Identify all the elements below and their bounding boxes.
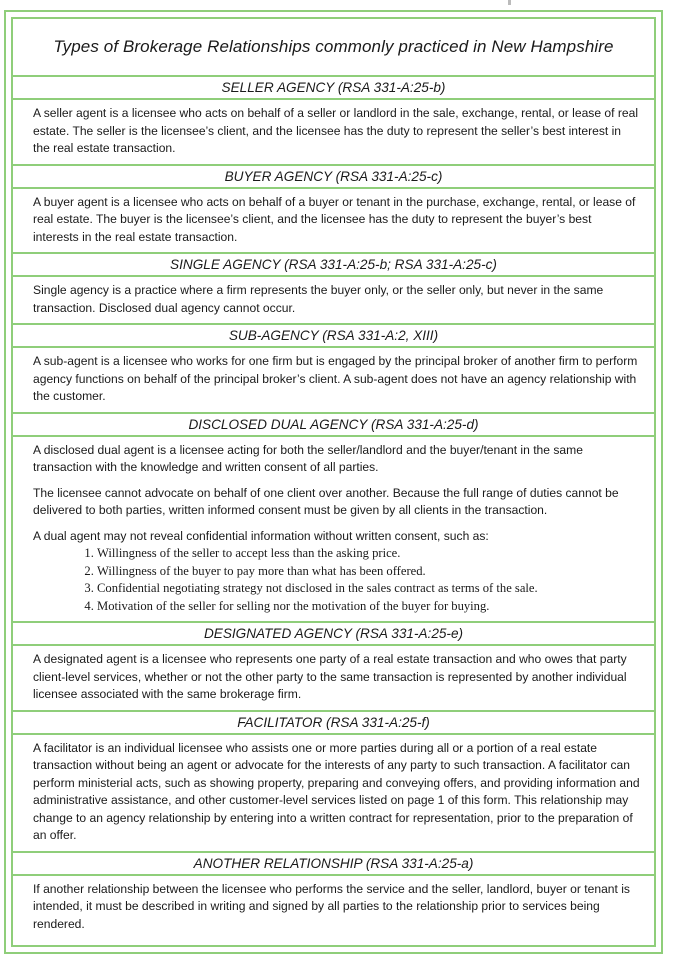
section-body-another-relationship: [13, 876, 654, 946]
paragraph: A buyer agent is a licensee who acts on behalf of a buyer or tenant in the purchase, exchange, rental, or lease of real estate. The buyer is the licensee’s client, and the licensee has the duty to represent the buyer’s best interests in the real estate transaction.: [33, 194, 636, 244]
list-item: 2. Willingness of the buyer to pay more than what has been offered.: [97, 563, 640, 581]
page-title: Types of Brokerage Relationships commonly practiced in New Hampshire: [13, 19, 654, 77]
section-heading-facilitator: FACILITATOR (RSA 331-A:25-f): [13, 712, 654, 735]
paper-mark: [508, 0, 511, 5]
section-body-sub-agency: [13, 348, 654, 414]
paragraph: A facilitator is an individual licensee who assists one or more parties during all or a portion of a real estate transaction without being an agent or advocate for the interests of any party to such transaction. A facilitator can perform ministerial acts, such as showing property, preparing and conveying offers, and providing information and administrative assistance, and other customer-level services listed on page 1 of this form. This relationship may change to an agency relationship by entering into a written contract for representation, prior to the preparation of an offer.: [33, 740, 640, 842]
section-heading-disclosed-dual-agency: DISCLOSED DUAL AGENCY (RSA 331-A:25-d): [13, 414, 654, 437]
paragraph: If another relationship between the licensee who performs the service and the seller, landlord, buyer or tenant is intended, it must be described in writing and signed by all parties to the relationship prior to services being rendered.: [33, 881, 630, 931]
section-heading-buyer-agency: BUYER AGENCY (RSA 331-A:25-c): [13, 166, 654, 189]
section-heading-designated-agency: DESIGNATED AGENCY (RSA 331-A:25-e): [13, 623, 654, 646]
paragraph: A disclosed dual agent is a licensee acting for both the seller/landlord and the buyer/tenant in the same transaction with the knowledge and written consent of all parties.: [33, 442, 583, 474]
section-body-facilitator: [13, 735, 654, 853]
section-heading-sub-agency: SUB-AGENCY (RSA 331-A:2, XIII): [13, 325, 654, 348]
paragraph: A seller agent is a licensee who acts on behalf of a seller or landlord in the sale, exchange, rental, or lease of real estate. The seller is the licensee’s client, and the licensee has the duty to represent the seller’s best interest in the real estate transaction.: [33, 106, 639, 155]
section-heading-seller-agency: SELLER AGENCY (RSA 331-A:25-b): [13, 77, 654, 100]
section-body-seller-agency: [13, 100, 654, 166]
section-heading-single-agency: SINGLE AGENCY (RSA 331-A:25-b; RSA 331-A:25-c): [13, 254, 654, 277]
section-body-single-agency: [13, 277, 654, 325]
section-heading-another-relationship: ANOTHER RELATIONSHIP (RSA 331-A:25-a): [13, 853, 654, 876]
section-body-disclosed-dual-agency: [13, 437, 654, 624]
document-frame: [4, 10, 663, 954]
list-item: 3. Confidential negotiating strategy not disclosed in the sales contract as terms of the sale.: [97, 580, 640, 598]
list-item: 4. Motivation of the seller for selling nor the motivation of the buyer for buying.: [97, 598, 640, 616]
paragraph: A dual agent may not reveal confidential information without written consent, such as:: [33, 528, 489, 543]
paragraph: A designated agent is a licensee who represents one party of a real estate transaction and who owes that party client-level services, whether or not the other party to the same transaction is represented by another individual licensee associated with the same brokerage firm.: [33, 652, 627, 701]
section-body-designated-agency: [13, 646, 654, 712]
paragraph: The licensee cannot advocate on behalf of one client over another. Because the full range of duties cannot be delivered to both parties, written informed consent must be given by all clients in the transaction.: [33, 485, 619, 517]
paragraph: A sub-agent is a licensee who works for one firm but is engaged by the principal broker of another firm to perform agency functions on behalf of the principal broker’s client. A sub-agent does not have an agency relationship with the customer.: [33, 354, 638, 403]
paragraph: Single agency is a practice where a firm represents the buyer only, or the seller only, but never in the same transaction. Disclosed dual agency cannot occur.: [33, 283, 604, 315]
list-item: 1. Willingness of the seller to accept less than the asking price.: [97, 545, 640, 563]
confidential-info-list: [33, 545, 640, 615]
section-body-buyer-agency: [13, 189, 654, 255]
document-body: [11, 17, 656, 947]
